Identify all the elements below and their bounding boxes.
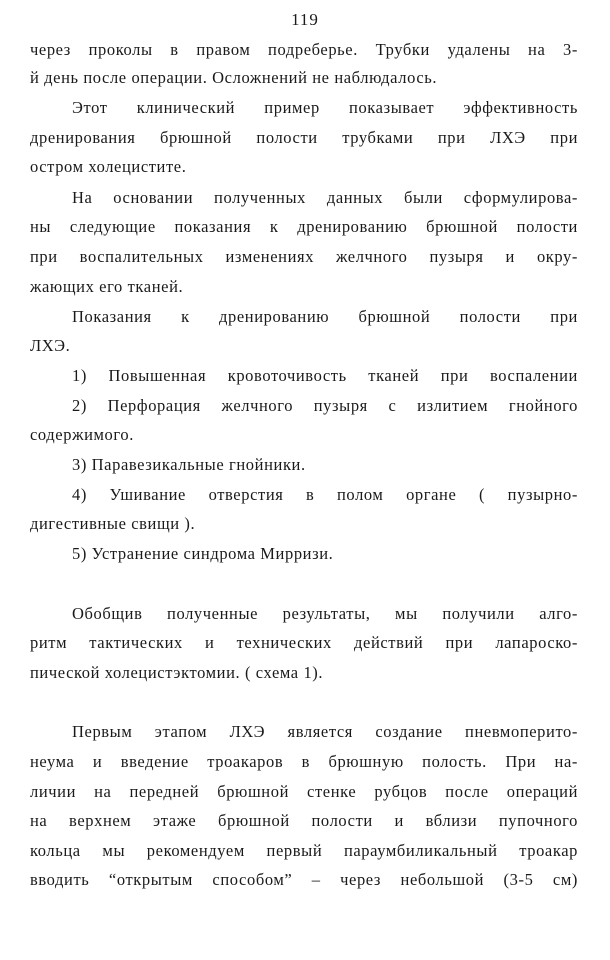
list-item: 5) Устранение синдрома Мирризи. <box>72 544 334 563</box>
list-item: 2) Перфорация желчного пузыря с излитием гнойного <box>72 396 578 415</box>
text-line: кольца мы рекомендуем первый параумбиликальный троакар <box>30 841 578 860</box>
text-line: личии на передней брюшной стенке рубцов после операций <box>30 782 578 801</box>
text-line: ны следующие показания к дренированию брюшной полости <box>30 217 578 236</box>
text-line: Этот клинический пример показывает эффективность <box>72 98 578 117</box>
text-line: Обобщив полученные результаты, мы получили алго- <box>72 604 578 623</box>
text-line: ритм тактических и технических действий при лапароско- <box>30 633 578 652</box>
text-line: содержимого. <box>30 425 134 444</box>
text-line: пической холецистэктомии. ( схема 1). <box>30 663 324 682</box>
text-line: при воспалительных изменениях желчного пузыря и окру- <box>30 247 578 266</box>
text-line: дренирования брюшной полости трубками при ЛХЭ при <box>30 128 578 147</box>
text-line: ЛХЭ. <box>30 336 71 355</box>
list-item: 4) Ушивание отверстия в полом органе ( пузырно- <box>72 485 578 504</box>
text-line: остром холецистите. <box>30 157 187 176</box>
text-line: й день после операции. Осложнений не наблюдалось. <box>30 68 438 87</box>
text-line: неума и введение троакаров в брюшную полость. При на- <box>30 752 578 771</box>
text-line: вводить “открытым способом” – через небольшой (3-5 см) <box>30 870 578 889</box>
page-number: 119 <box>291 10 319 29</box>
text-line: Показания к дренированию брюшной полости при <box>72 307 578 326</box>
list-item: 1) Повышенная кровоточивость тканей при воспалении <box>72 366 578 385</box>
text-line: Первым этапом ЛХЭ является создание пневмоперито- <box>72 722 578 741</box>
list-item: 3) Паравезикальные гнойники. <box>72 455 306 474</box>
text-line: через проколы в правом подреберье. Трубки удалены на 3- <box>30 40 578 59</box>
text-line: на верхнем этаже брюшной полости и вблизи пупочного <box>30 811 578 830</box>
text-line: жающих его тканей. <box>30 277 184 296</box>
text-line: дигестивные свищи ). <box>30 514 196 533</box>
text-line: На основании полученных данных были сформулирова- <box>72 188 578 207</box>
